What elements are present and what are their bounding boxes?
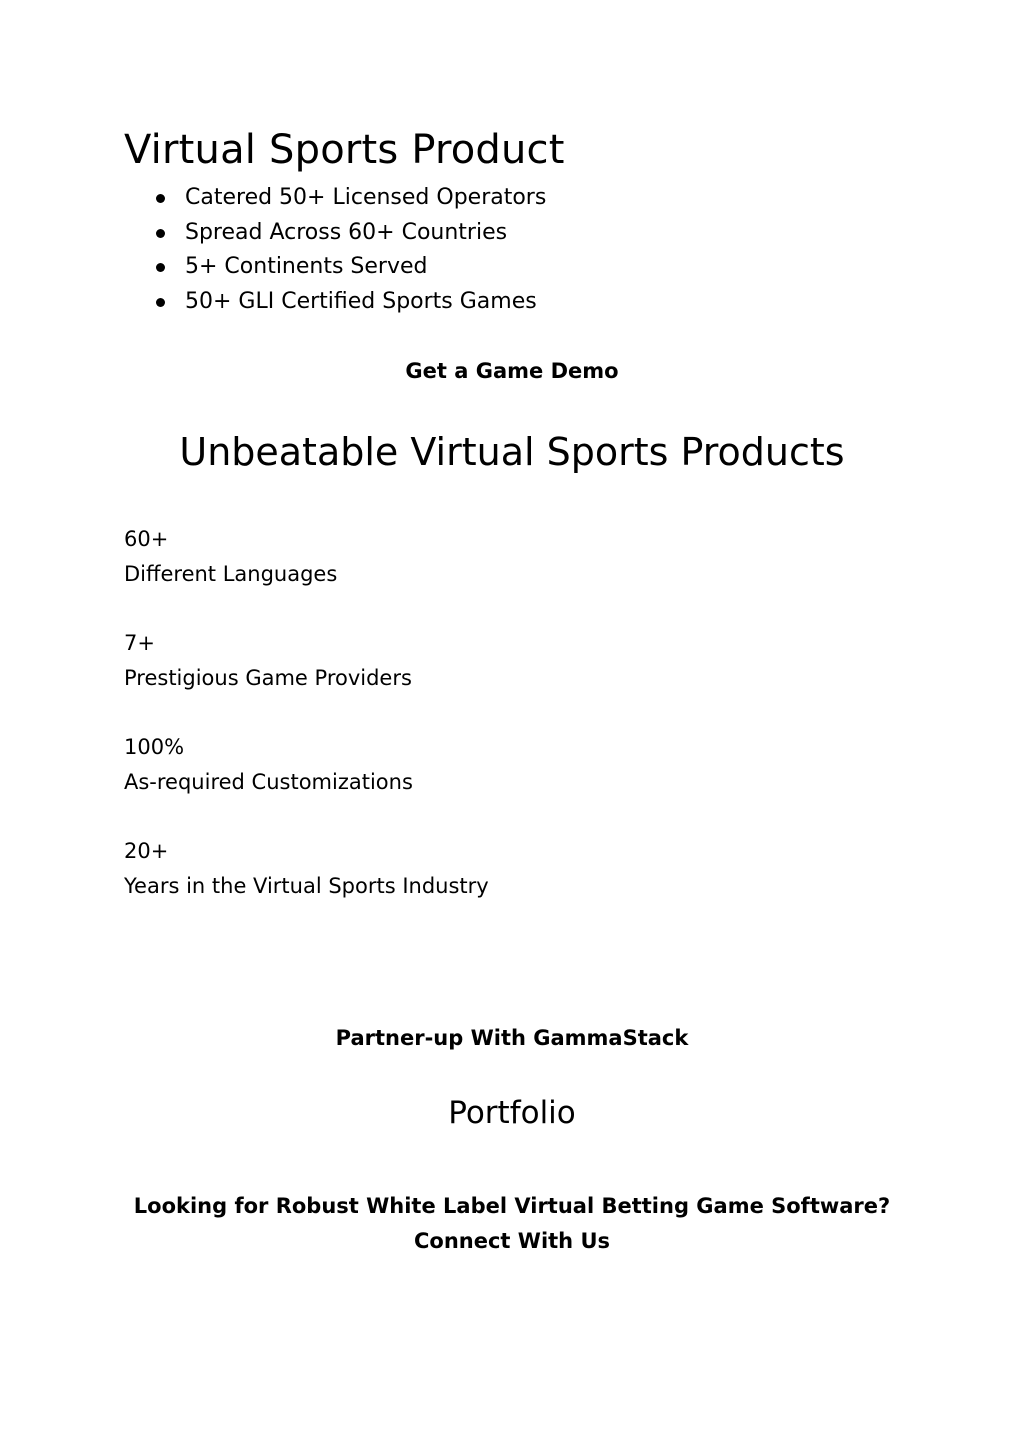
stat-value: 60+ xyxy=(124,527,169,551)
section-title: Unbeatable Virtual Sports Products xyxy=(179,430,845,474)
portfolio-title: Portfolio xyxy=(448,1095,576,1131)
stat-value: 7+ xyxy=(124,631,155,655)
list-item-text: Spread Across 60+ Countries xyxy=(185,219,508,245)
stat-label: As-required Customizations xyxy=(124,769,413,794)
stat-label: Prestigious Game Providers xyxy=(124,665,412,690)
list-item xyxy=(0,250,546,285)
stat-value: 100% xyxy=(124,735,185,759)
stat-label: Different Languages xyxy=(124,561,338,586)
cta-heading: Looking for Robust White Label Virtual Betting Game Software? xyxy=(133,1194,891,1218)
list-item-text: Catered 50+ Licensed Operators xyxy=(185,185,547,210)
list-item xyxy=(0,181,546,216)
bullet-icon xyxy=(156,298,165,307)
bullet-icon xyxy=(156,263,165,272)
stats-list xyxy=(124,522,489,938)
bullet-icon xyxy=(156,194,165,203)
list-item-text: 5+ Continents Served xyxy=(185,254,428,280)
bullet-icon xyxy=(156,229,165,238)
stat-label: Years in the Virtual Sports Industry xyxy=(124,873,489,898)
page-title: Virtual Sports Product xyxy=(124,127,565,173)
list-item xyxy=(0,285,546,320)
stat-item xyxy=(124,626,489,730)
stat-item xyxy=(124,522,489,626)
features-list xyxy=(0,181,546,319)
stat-value: 20+ xyxy=(124,839,169,863)
partner-link[interactable]: Partner-up With GammaStack xyxy=(335,1026,689,1050)
stat-item xyxy=(124,730,489,834)
stat-item xyxy=(124,834,489,938)
list-item-text: 50+ GLI Certified Sports Games xyxy=(185,288,537,314)
connect-link[interactable]: Connect With Us xyxy=(414,1229,610,1253)
game-demo-link[interactable]: Get a Game Demo xyxy=(405,359,619,383)
list-item xyxy=(0,216,546,251)
